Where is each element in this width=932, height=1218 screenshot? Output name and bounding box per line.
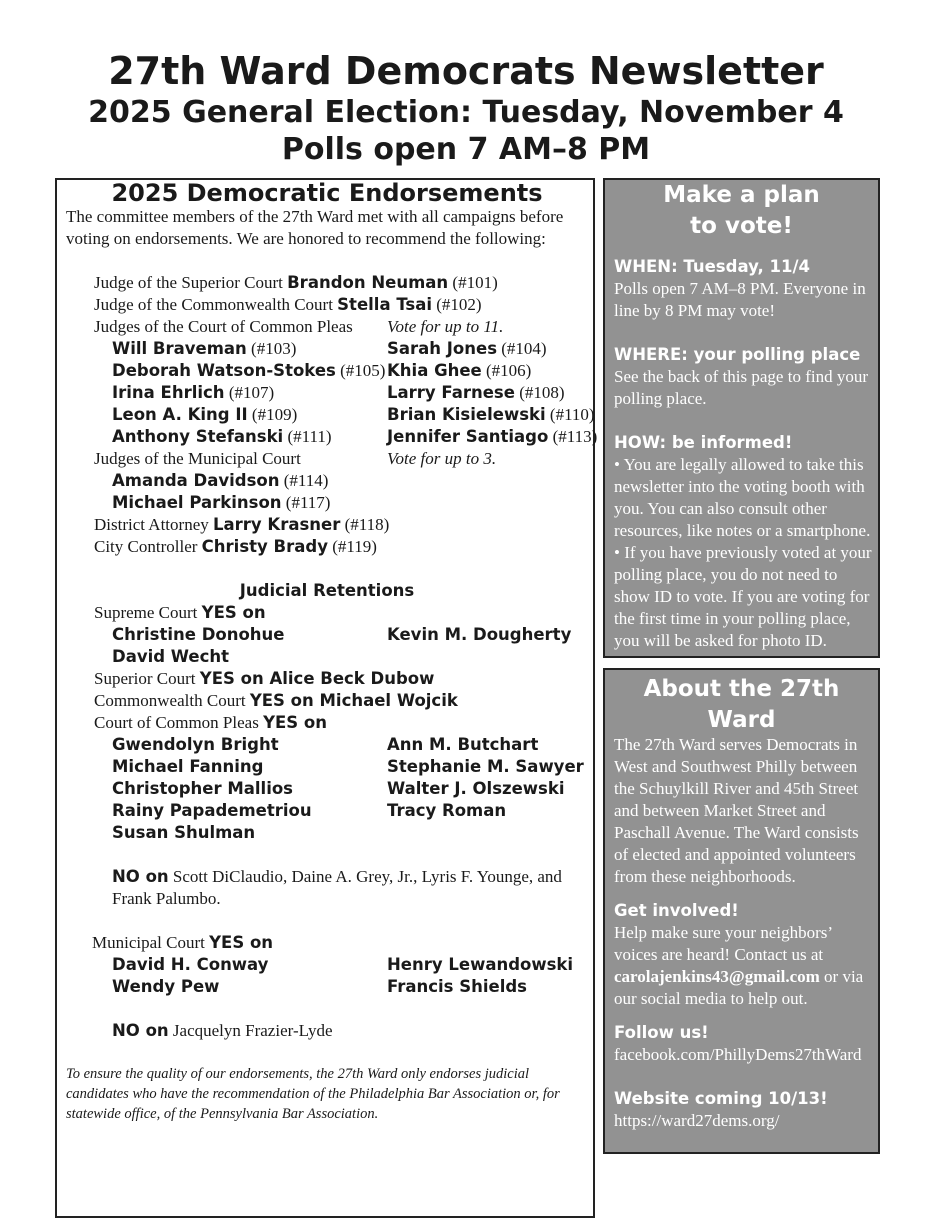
retention-name: Kevin M. Dougherty — [387, 625, 572, 644]
candidate-line — [387, 382, 565, 404]
retention-name: Wendy Pew — [112, 977, 220, 996]
ballot-number: (#118) — [344, 515, 390, 534]
ballot-number: (#105) — [340, 361, 386, 380]
office-label: Municipal Court — [92, 933, 205, 952]
candidate-line — [387, 360, 531, 382]
retention-name: Rainy Papademetriou — [112, 801, 312, 820]
ballot-number: (#106) — [486, 361, 532, 380]
ballot-number: (#119) — [332, 537, 377, 556]
candidate-line — [387, 426, 597, 448]
candidate-name: Leon A. King II — [112, 405, 248, 424]
yes-label: YES on — [263, 713, 327, 732]
plan-title — [605, 180, 878, 242]
newsletter-title: 27th Ward Democrats Newsletter — [108, 49, 824, 93]
candidate-name: Stella Tsai — [337, 295, 432, 314]
candidate-line — [112, 338, 296, 360]
ballot-number: (#101) — [452, 273, 498, 292]
about-text: The 27th Ward serves Democrats in West and Southwest Philly between the Schuylkill River and 45th Street and between Market Street and Paschall Avenue. The Ward consists of elected and appointed volunteers from these neighborhoods. — [614, 735, 859, 886]
retention-name: Francis Shields — [387, 977, 528, 996]
office-label: Judge of the Commonwealth Court — [94, 295, 333, 314]
candidate-name: Christy Brady — [201, 537, 328, 556]
facebook-link[interactable]: facebook.com/PhillyDems27thWard — [614, 1045, 862, 1064]
retention-name: David H. Conway — [112, 955, 269, 974]
candidate-line — [112, 404, 297, 426]
involved-heading: Get involved! — [614, 901, 739, 920]
retention-name: David Wecht — [112, 647, 230, 666]
newsletter-header — [0, 48, 932, 168]
ballot-number: (#102) — [436, 295, 482, 314]
office-label: Court of Common Pleas — [94, 713, 259, 732]
commonwealth-court-line — [94, 294, 482, 316]
candidate-line — [112, 382, 274, 404]
common-pleas-retention-line — [94, 712, 327, 734]
endorsements-title: 2025 Democratic Endorsements — [111, 179, 543, 207]
retention-name: Walter J. Olszewski — [387, 779, 565, 798]
plan-body — [614, 256, 876, 652]
ballot-number: (#107) — [228, 383, 275, 402]
retention-name: Tracy Roman — [387, 801, 507, 820]
election-date: 2025 General Election: Tuesday, November 4 — [88, 95, 844, 130]
candidate-line — [387, 338, 547, 360]
superior-retention-line — [94, 668, 434, 690]
candidate-line — [112, 492, 330, 514]
retentions-title: Judicial Retentions — [239, 581, 415, 600]
ballot-number: (#113) — [552, 427, 598, 446]
how-heading: HOW: be informed! — [614, 433, 793, 452]
plan-to-vote-box — [603, 178, 880, 658]
office-label: Supreme Court — [94, 603, 198, 622]
office-label: District Attorney — [94, 515, 209, 534]
candidate-line — [387, 404, 595, 426]
city-controller-line — [94, 536, 377, 558]
yes-label: YES on Alice Beck Dubow — [199, 669, 435, 688]
retention-name: Ann M. Butchart — [387, 735, 539, 754]
involved-text-part: or via our social media to help out. — [614, 967, 864, 1008]
endorsements-panel — [55, 178, 598, 1218]
candidate-name: Sarah Jones — [387, 339, 498, 358]
no-names: Scott DiClaudio, Daine A. Grey, Jr., Lyris F. Younge, and Frank Palumbo. — [112, 867, 562, 908]
ballot-number: (#114) — [283, 471, 329, 490]
candidate-line — [112, 426, 332, 448]
common-pleas-note: Vote for up to 11. — [387, 317, 504, 336]
retention-name: Michael Fanning — [112, 757, 264, 776]
when-text: Polls open 7 AM–8 PM. Everyone in line by 8 PM may vote! — [614, 279, 866, 320]
retention-name: Christopher Mallios — [112, 779, 294, 798]
website-heading: Website coming 10/13! — [614, 1089, 828, 1108]
website-link[interactable]: https://ward27dems.org/ — [614, 1111, 780, 1130]
common-pleas-label: Judges of the Court of Common Pleas — [94, 317, 353, 336]
endorsements-intro: The committee members of the 27th Ward met with all campaigns before voting on endorsements. We are honored to recommend the following: — [66, 207, 564, 248]
yes-label: YES on — [201, 603, 266, 622]
candidate-name: Deborah Watson-Stokes — [112, 361, 336, 380]
ballot-number: (#103) — [251, 339, 297, 358]
candidate-name: Jennifer Santiago — [387, 427, 549, 446]
candidate-line — [112, 470, 328, 492]
ballot-number: (#109) — [251, 405, 298, 424]
when-heading: WHEN: Tuesday, 11/4 — [614, 257, 811, 276]
retention-name: Stephanie M. Sawyer — [387, 757, 584, 776]
plan-title-line: Make a plan — [663, 182, 820, 208]
where-heading: WHERE: your polling place — [614, 345, 861, 364]
plan-title-line: to vote! — [690, 213, 793, 239]
no-label: NO on — [112, 1021, 169, 1040]
where-text: See the back of this page to find your polling place. — [614, 367, 868, 408]
office-label: Superior Court — [94, 669, 196, 688]
office-label: Commonwealth Court — [94, 691, 246, 710]
superior-court-line — [94, 272, 498, 294]
how-bullet: • If you have previously voted at your polling place, you do not need to show ID to vote. If you are voting for the first time in your polling place, you will be asked for photo ID. — [614, 543, 872, 650]
supreme-court-line — [94, 602, 266, 624]
retention-name: Susan Shulman — [112, 823, 256, 842]
candidate-name: Amanda Davidson — [112, 471, 280, 490]
ballot-number: (#108) — [519, 383, 565, 402]
ballot-number: (#104) — [501, 339, 547, 358]
involved-text — [614, 922, 876, 1010]
about-title — [605, 674, 878, 736]
candidate-name: Michael Parkinson — [112, 493, 282, 512]
yes-label: YES on Michael Wojcik — [249, 691, 458, 710]
about-body — [614, 734, 876, 1132]
office-label: Judge of the Superior Court — [94, 273, 283, 292]
involved-text-part: Help make sure your neighbors’ voices are heard! Contact us at — [614, 923, 832, 964]
polls-hours: Polls open 7 AM–8 PM — [281, 132, 651, 167]
municipal-court-note: Vote for up to 3. — [387, 449, 497, 468]
candidate-name: Larry Farnese — [387, 383, 515, 402]
how-bullet: • You are legally allowed to take this newsletter into the voting booth with you. You can also consult other resources, like notes or a smartphone. — [614, 455, 871, 540]
municipal-court-label: Judges of the Municipal Court — [94, 449, 301, 468]
district-attorney-line — [94, 514, 389, 536]
candidate-name: Irina Ehrlich — [112, 383, 225, 402]
about-title-line: Ward — [707, 707, 776, 733]
no-names: Jacquelyn Frazier-Lyde — [172, 1021, 333, 1040]
candidate-name: Brandon Neuman — [287, 273, 449, 292]
candidate-name: Larry Krasner — [212, 515, 341, 534]
candidate-name: Anthony Stefanski — [112, 427, 284, 446]
about-ward-box — [603, 668, 880, 1154]
retention-name: Gwendolyn Bright — [112, 735, 279, 754]
candidate-name: Brian Kisielewski — [387, 405, 546, 424]
retention-name: Christine Donohue — [112, 625, 285, 644]
follow-heading: Follow us! — [614, 1023, 709, 1042]
ballot-number: (#110) — [549, 405, 595, 424]
office-label: City Controller — [94, 537, 198, 556]
commonwealth-retention-line — [94, 690, 458, 712]
no-label: NO on — [112, 867, 169, 886]
municipal-no-line — [112, 1020, 333, 1042]
contact-email-link[interactable]: carolajenkins43@gmail.com — [614, 967, 820, 986]
candidate-name: Khia Ghee — [387, 361, 482, 380]
candidate-line — [112, 360, 385, 382]
candidate-name: Will Braveman — [112, 339, 247, 358]
endorsement-disclaimer: To ensure the quality of our endorsements, the 27th Ward only endorses judicial candidates who have the recommendation of the Philadelphia Bar Association or, for statewide office, of the Pennsylvania Bar Association. — [66, 1066, 560, 1122]
about-title-line: About the 27th — [643, 676, 840, 702]
ballot-number: (#117) — [285, 493, 331, 512]
common-pleas-no-line — [112, 866, 587, 910]
ballot-number: (#111) — [287, 427, 332, 446]
yes-label: YES on — [209, 933, 274, 952]
retention-name: Henry Lewandowski — [387, 955, 574, 974]
municipal-retention-line — [92, 932, 273, 954]
